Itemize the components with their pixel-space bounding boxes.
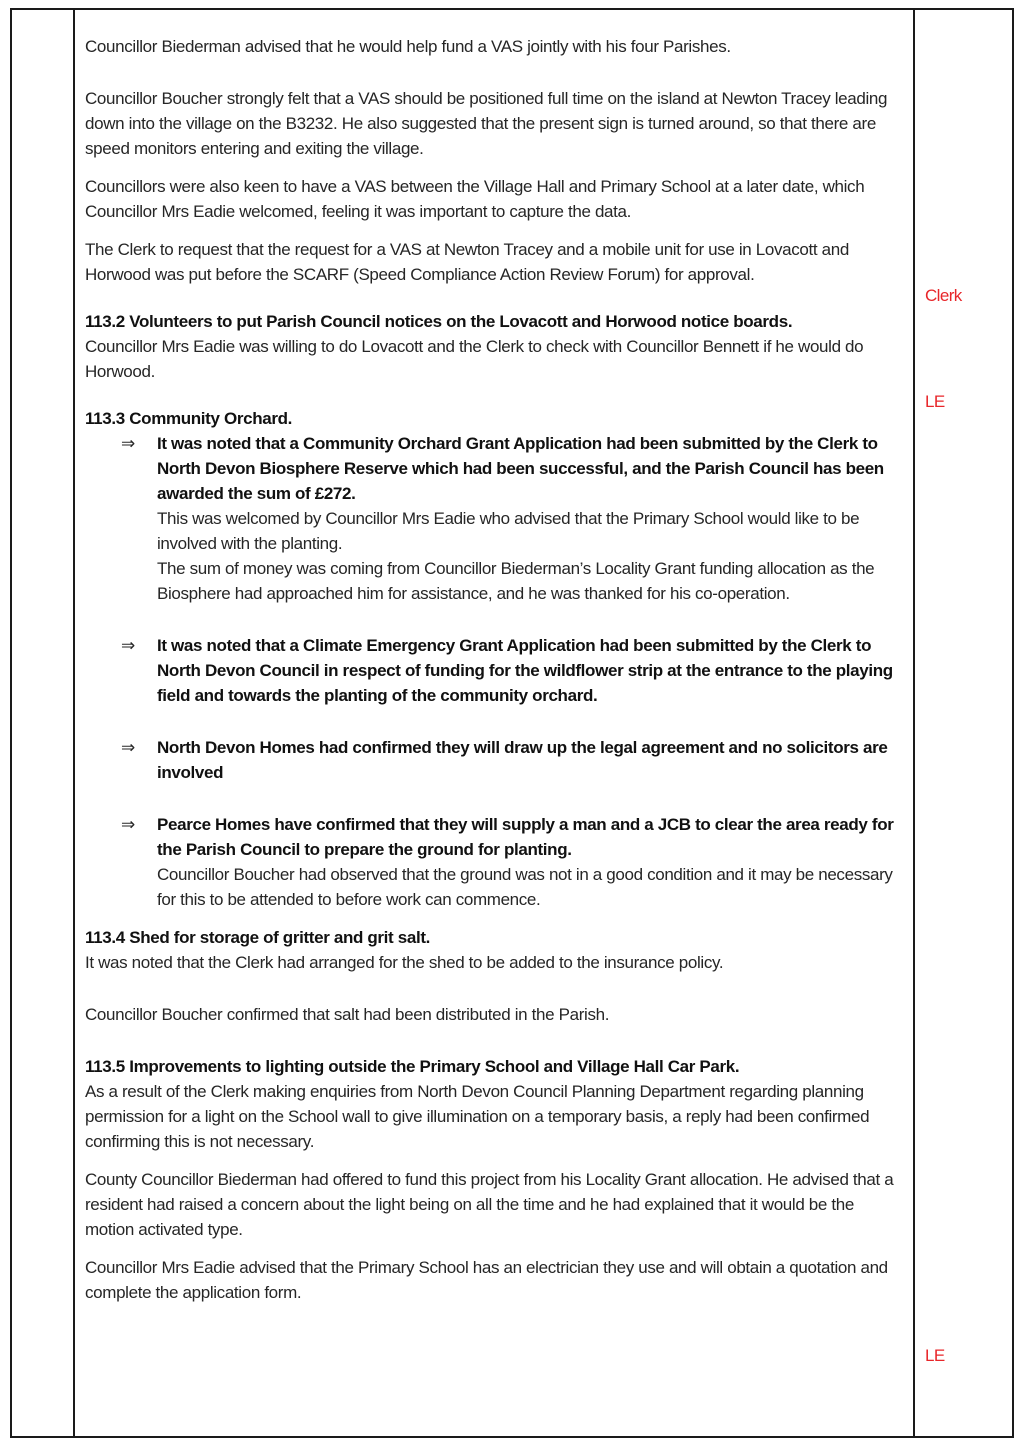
action-note-clerk: Clerk [925,286,962,305]
pearce-homes-text: Councillor Boucher had observed that the ground was not in a good condition and it may be necessary for this to be attended to before work can commence. [157,865,893,909]
orchard-grant-bold: It was noted that a Community Orchard Grant Application had been submitted by the Clerk to North Devon Biosphere Reserve which had been successful, and the Parish Council has been awarded the sum of £272. [157,434,884,503]
left-column-divider [73,8,75,1438]
action-note-le-1: LE [925,392,945,411]
legal-agreement-bullet [85,735,907,785]
minutes-content [85,34,907,1305]
arrow-icon: ⇒ [121,636,135,655]
climate-grant-bullet [85,633,907,708]
text-113-2: Councillor Mrs Eadie was willing to do Lovacott and the Clerk to check with Councillor Bennett if he would do Horwood. [85,337,864,381]
text-113-5-planning: As a result of the Clerk making enquiries from North Devon Council Planning Department regarding planning permission for a light on the School wall to give illumination on a temporary basis, a reply had been confirmed confirming this is not necessary. [85,1082,870,1151]
orchard-grant-funding: The sum of money was coming from Councillor Biederman’s Locality Grant funding allocation as the Biosphere had approached him for assistance, and he was thanked for his co-operation. [157,559,875,603]
orchard-grant-welcome: This was welcomed by Councillor Mrs Eadie who advised that the Primary School would like to be involved with the planting. [157,509,860,553]
arrow-icon: ⇒ [121,434,135,453]
heading-113-3: 113.3 Community Orchard. [85,409,293,428]
action-note-le-2: LE [925,1346,945,1365]
orchard-grant-bullet [85,431,907,606]
paragraph-vas-school: Councillors were also keen to have a VAS between the Village Hall and Primary School at a later date, which Councillor Mrs Eadie welcomed, feeling it was important to capture the data. [85,177,865,221]
heading-113-5: 113.5 Improvements to lighting outside the Primary School and Village Hall Car Park. [85,1057,740,1076]
heading-113-4: 113.4 Shed for storage of gritter and grit salt. [85,928,431,947]
arrow-icon: ⇒ [121,738,135,757]
climate-grant-bold: It was noted that a Climate Emergency Grant Application had been submitted by the Clerk to North Devon Council in respect of funding for the wildflower strip at the entrance to the playing field and towards the planting of the community orchard. [157,636,893,705]
arrow-icon: ⇒ [121,815,135,834]
paragraph-vas-island: Councillor Boucher strongly felt that a VAS should be positioned full time on the island at Newton Tracey leading down into the village on the B3232. He also suggested that the present sign is turned around, so that there are speed monitors entering and exiting the village. [85,89,888,158]
paragraph-vas-funding: Councillor Biederman advised that he would help fund a VAS jointly with his four Parishes. [85,37,731,56]
paragraph-scarf-request: The Clerk to request that the request for a VAS at Newton Tracey and a mobile unit for use in Lovacott and Horwood was put before the SCARF (Speed Compliance Action Review Forum) for approval. [85,240,849,284]
text-113-5-electrician: Councillor Mrs Eadie advised that the Primary School has an electrician they use and will obtain a quotation and complete the application form. [85,1258,888,1302]
pearce-homes-bullet [85,812,907,912]
text-113-5-funding: County Councillor Biederman had offered to fund this project from his Locality Grant allocation. He advised that a resident had raised a concern about the light being on all the time and he had explained that it would be the motion activated type. [85,1170,894,1239]
legal-agreement-bold: North Devon Homes had confirmed they will draw up the legal agreement and no solicitors are involved [157,738,888,782]
text-113-4-insurance: It was noted that the Clerk had arranged for the shed to be added to the insurance policy. [85,953,724,972]
right-column-divider [913,8,915,1438]
pearce-homes-bold: Pearce Homes have confirmed that they will supply a man and a JCB to clear the area ready for the Parish Council to prepare the ground for planting. [157,815,894,859]
text-113-4-salt: Councillor Boucher confirmed that salt had been distributed in the Parish. [85,1005,610,1024]
heading-113-2: 113.2 Volunteers to put Parish Council notices on the Lovacott and Horwood notice boards. [85,312,793,331]
